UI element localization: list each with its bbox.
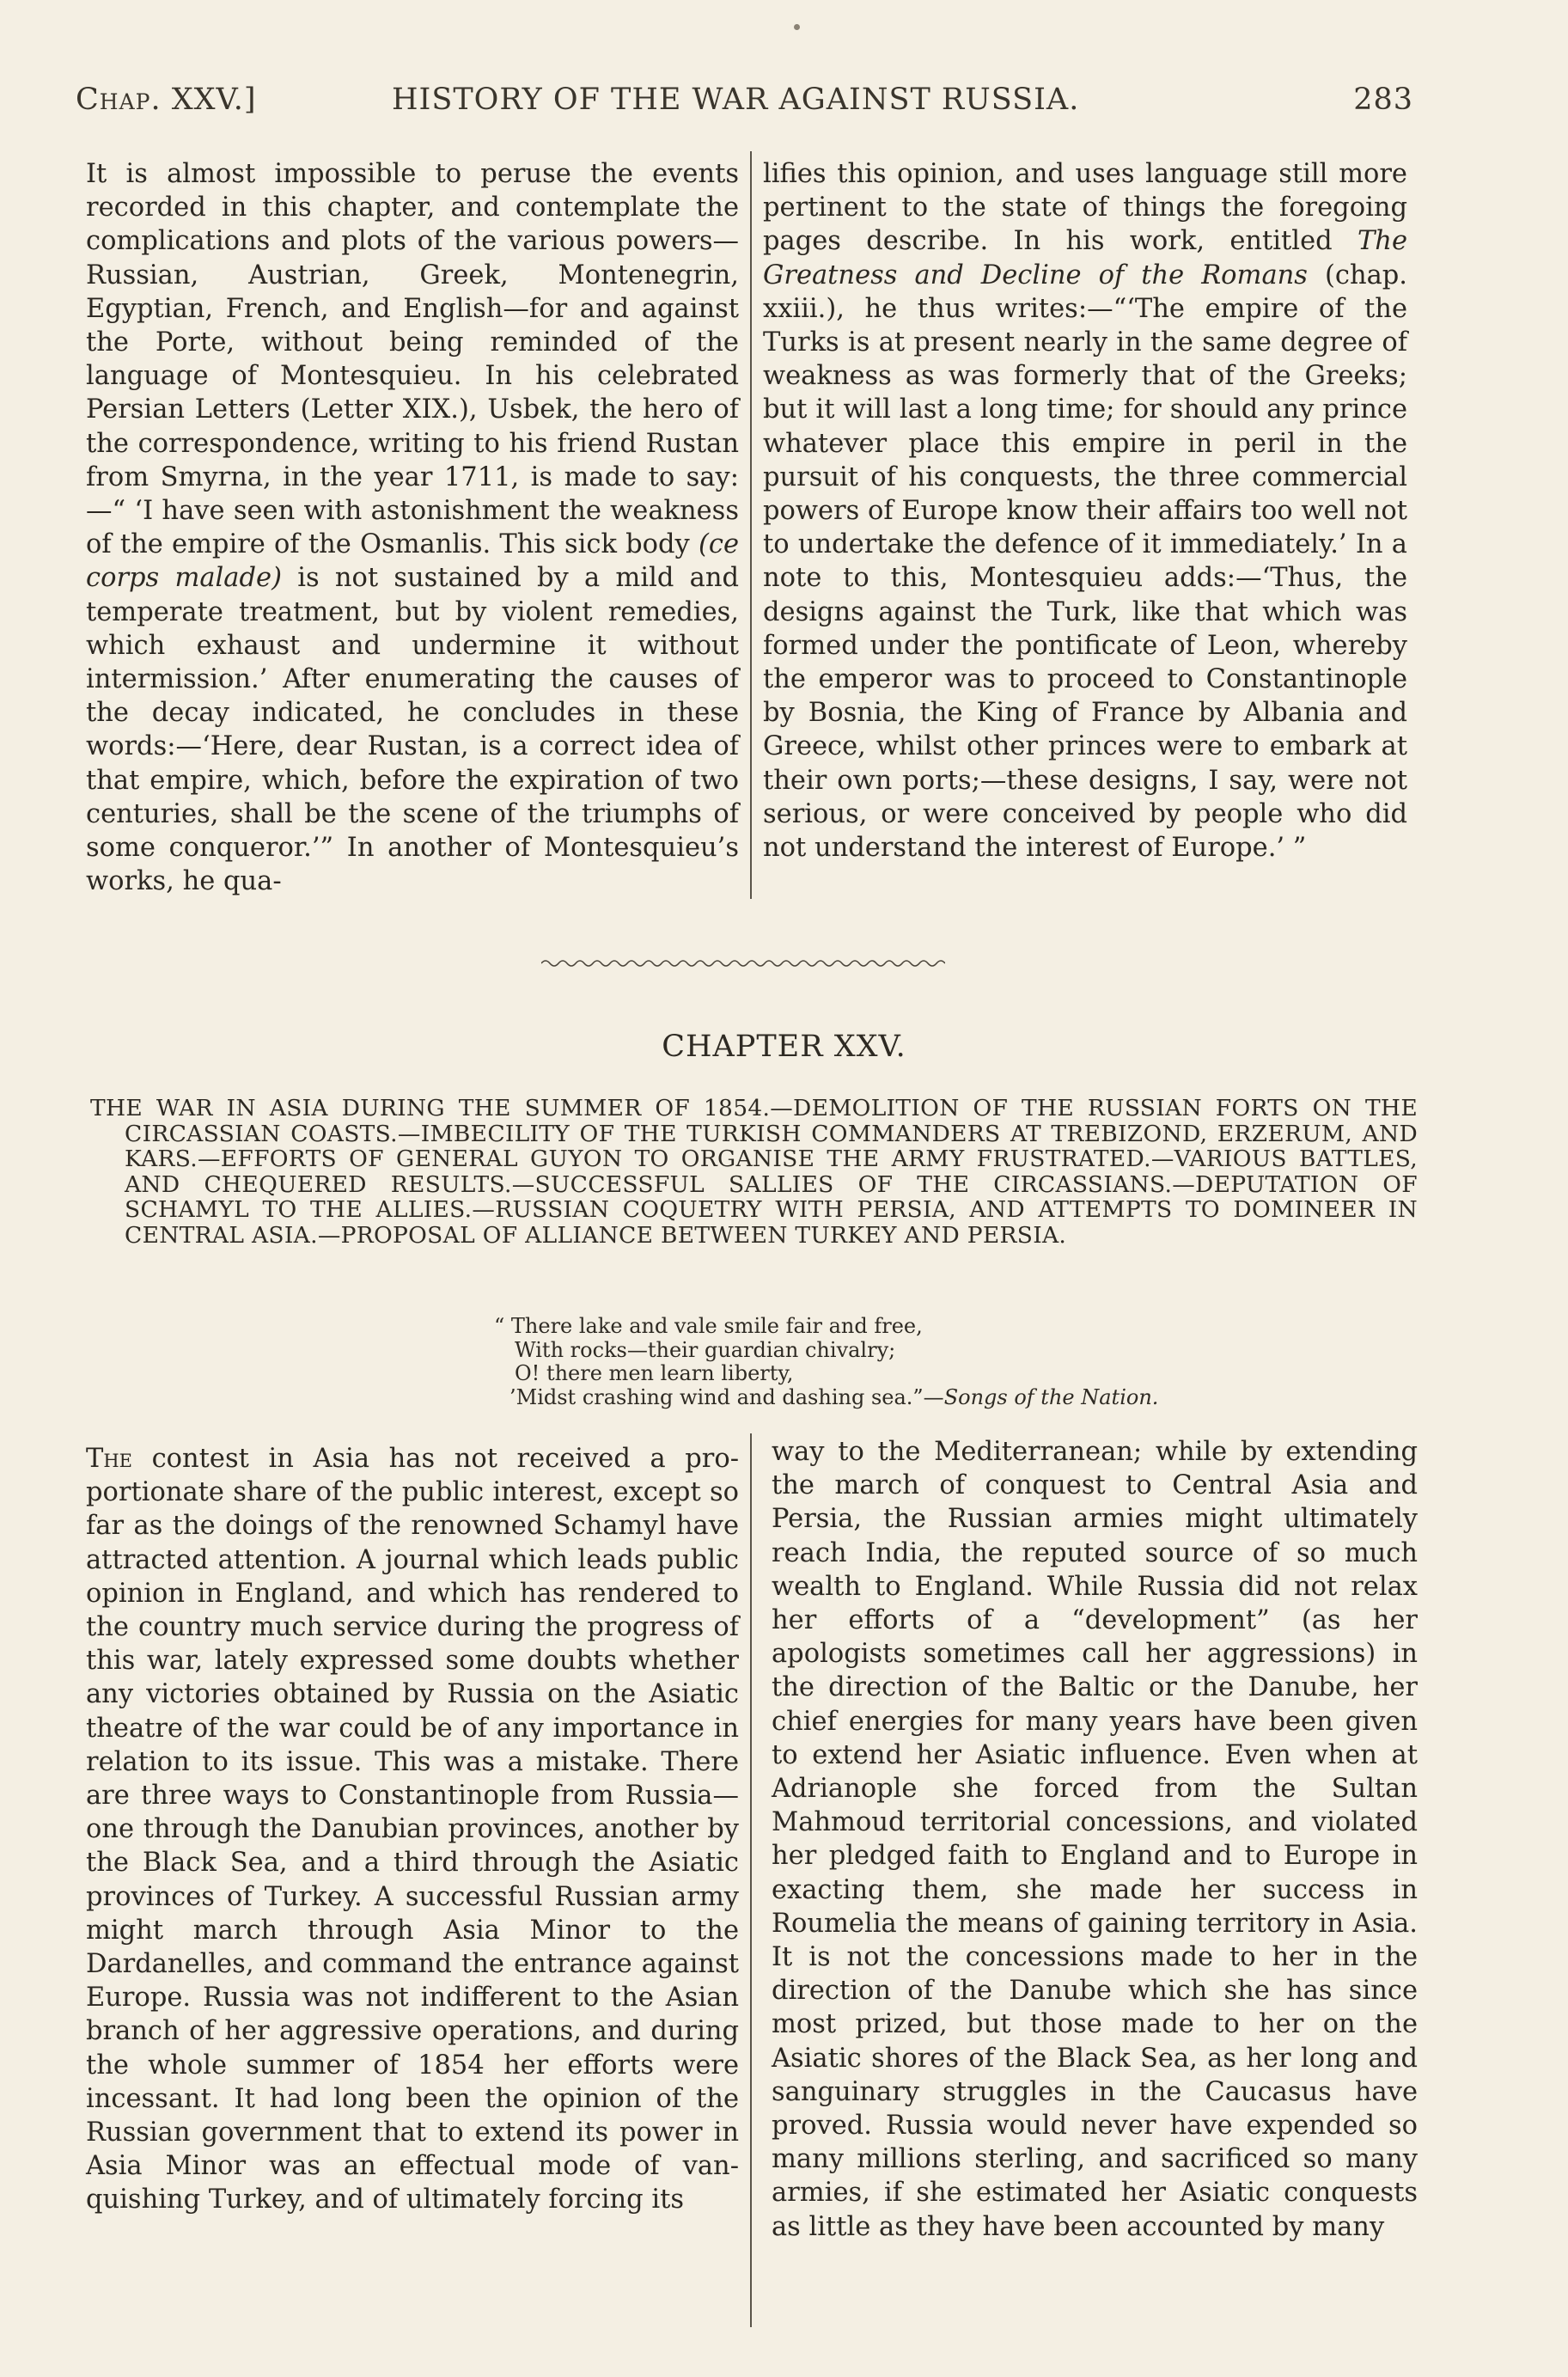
body-right-column xyxy=(772,1435,1418,2244)
page-number: 283 xyxy=(1353,82,1413,117)
book-title: The Greatness and Decline of the Romans xyxy=(763,226,1407,290)
epigraph-line: “ There lake and vale smile fair and free, xyxy=(494,1314,923,1338)
top-right-column xyxy=(763,157,1407,865)
paragraph xyxy=(763,157,1407,865)
chapter-summary xyxy=(90,1096,1418,1248)
paragraph xyxy=(86,157,739,898)
summary-text: THE WAR IN ASIA DURING THE SUMMER OF 1854.—DEMOLITION OF THE RUSSIAN FORTS ON THE CIRCASSIAN COASTS.—IMBECILITY OF THE TURKISH COMMANDERS AT TREBIZOND, ERZERUM, AND KARS.—EFFORTS OF GENERAL GUYON TO ORGANISE THE ARMY FRUSTRATED.—VARIOUS BATTLES, AND CHEQUERED RESULTS.—SUCCESSFUL SALLIES OF THE CIRCASSIANS.—DEPUTATION OF SCHAMYL TO THE ALLIES.—RUSSIAN COQUETRY WITH PERSIA, AND ATTEMPTS TO DOMINEER IN CENTRAL ASIA.—PROPOSAL OF ALLIANCE BETWEEN TURKEY AND PERSIA. xyxy=(90,1095,1418,1249)
italic-phrase: (ce corps malade) xyxy=(86,529,739,594)
epigraph-line: ’Midst crashing wind and dashing sea.”— xyxy=(509,1384,944,1409)
chapter-heading: CHAPTER XXV. xyxy=(662,1030,906,1064)
paragraph xyxy=(86,1442,739,2217)
text-run: contest in Asia has not received a proportionate share of the public interest, except so far as the doings of the renowned Schamyl have attracted attention. A journal which leads public opinion in England, and which has rendered to the country much service during the progress of this war, lately expressed some doubts whether any victories obtained by Russia on the Asiatic theatre of the war could be of any importance in relation to its issue. This was a mistake. There are three ways to Constantinople from Russia—one through the Danubian provinces, another by the Black Sea, and a third through the Asiatic provinces of Turkey. A successful Russian army might march through Asia Minor to the Dardanelles, and command the entrance against Europe. Russia was not indifferent to the Asian branch of her aggressive operations, and during the whole summer of 1854 her efforts were incessant. It had long been the opinion of the Russian government that to extend its power in Asia Minor was an effectual mode of vanquishing Turkey, and of ultimately forcing its xyxy=(86,1444,739,2215)
running-head-title: HISTORY OF THE WAR AGAINST RUSSIA. xyxy=(392,82,1080,117)
body-left-column xyxy=(86,1442,739,2217)
epigraph-source: Songs of the Nation. xyxy=(943,1384,1159,1409)
text-run: (chap. xxiii.), he thus writes:—“‘The empire of the Turks is at present nearly in the same degree of weakness as was formerly that of the Greeks; but it will last a long time; for should any prince whatever place this empire in peril in the pursuit of his conquests, the three commercial powers of Europe know their affairs too well not to undertake the defence of it immediately.’ In a note to this, Montesquieu adds:—‘Thus, the designs against the Turk, like that which was formed under the pontificate of Leon, whereby the emperor was to proceed to Constantinople by Bosnia, the King of France by Albania and Greece, whilst other princes were to embark at their own ports;—these designs, I say, were not serious, or were conceived by people who did not understand the interest of Europe.’ ” xyxy=(763,260,1407,864)
column-rule xyxy=(750,1433,752,2327)
paragraph: way to the Mediterranean; while by extending the march of conquest to Central Asia and Persia, the Russian armies might ultimately reach India, the reputed source of so much wealth to England. While Russia did not relax her efforts of a “development” (as her apologists sometimes call her aggressions) in the direction of the Baltic or the Danube, her chief energies for many years have been given to extend her Asiatic influence. Even when at Adrianople she forced from the Sultan Mahmoud territorial concessions, and violated her pledged faith to England and to Europe in exacting them, she made her success in Roumelia the means of gaining territory in Asia. It is not the concessions made to her in the direction of the Danube which she has since most prized, but those made to her on the Asiatic shores of the Black Sea, as her long and sanguinary struggles in the Caucasus have proved. Russia would never have expended so many millions sterling, and sacrificed so many armies, if she estimated her Asiatic conquests as little as they have been accounted by many xyxy=(772,1437,1418,2242)
epigraph xyxy=(494,1315,1267,1409)
ink-speck xyxy=(794,24,800,30)
column-rule xyxy=(750,151,752,899)
running-head xyxy=(76,82,1413,125)
top-left-column xyxy=(86,157,739,898)
lead-word: The xyxy=(86,1444,132,1474)
epigraph-line: With rocks—their guardian chivalry; xyxy=(515,1337,896,1362)
text-run: lifies this opinion, and uses language still more pertinent to the state of things the foregoing pages describe. In his work, entitled xyxy=(763,159,1407,257)
running-head-chapter: Chap. XXV.] xyxy=(76,82,257,117)
ornamental-divider xyxy=(541,956,945,970)
epigraph-line: O! there men learn liberty, xyxy=(515,1361,794,1385)
text-run: It is almost impossible to peruse the events recorded in this chapter, and contemplate the complications and plots of the various powers—Russian, Austrian, Greek, Montenegrin, Egyptian, French, and English—for and against the Porte, without being reminded of the language of Montesquieu. In his celebrated Persian Letters (Letter XIX.), Usbek, the hero of the correspondence, writing to his friend Rustan from Smyrna, in the year 1711, is made to say:—“ ‘I have seen with astonishment the weakness of the empire of the Osmanlis. This sick body xyxy=(86,159,739,560)
text-run: is not sustained by a mild and temperate treatment, but by violent remedies, which exhaust and undermine it without intermission.’ After enumerating the causes of the decay indicated, he concludes in these words:—‘Here, dear Rustan, is a correct idea of that empire, which, before the expiration of two centuries, shall be the scene of the triumphs of some conqueror.’” In another of Montesquieu’s works, he qua- xyxy=(86,563,739,897)
